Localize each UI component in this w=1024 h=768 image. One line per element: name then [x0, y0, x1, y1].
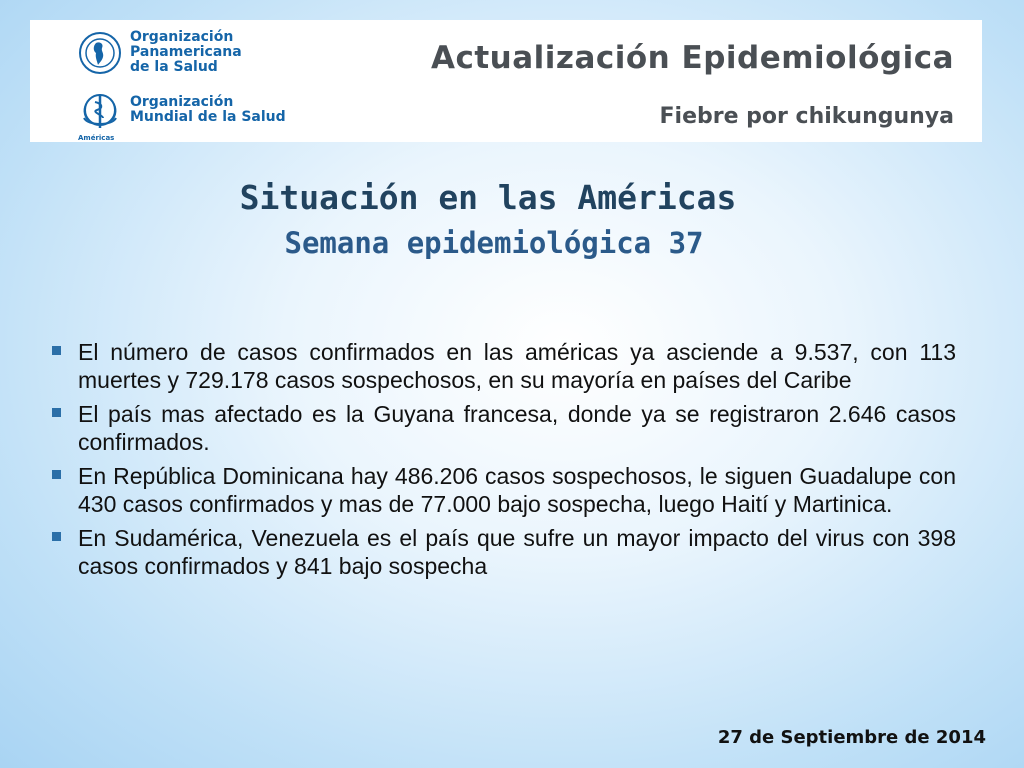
who-name-line2: Mundial de la Salud — [130, 109, 286, 125]
square-bullet-icon — [52, 408, 61, 417]
who-name-line1: Organización — [130, 94, 234, 110]
paho-name-line2: Panamericana — [130, 44, 242, 60]
paho-name-line1: Organización — [130, 29, 234, 45]
bullet-item — [52, 338, 956, 394]
square-bullet-icon — [52, 532, 61, 541]
who-logo — [78, 88, 286, 132]
bullet-text: El número de casos confirmados en las américas ya asciende a 9.537, con 113 muertes y 729.178 casos sospechosos, en su mayoría en países del Caribe — [78, 339, 956, 393]
bullet-list — [52, 338, 956, 586]
square-bullet-icon — [52, 470, 61, 479]
paho-name-line3: de la Salud — [130, 59, 218, 75]
slide-subtitle: Semana epidemiológica 37 — [284, 226, 704, 260]
bullet-text: En Sudamérica, Venezuela es el país que sufre un mayor impacto del virus con 398 casos confirmados y 841 bajo sospecha — [78, 525, 956, 579]
slide-date: 27 de Septiembre de 2014 — [717, 727, 986, 748]
bullet-item — [52, 400, 956, 456]
banner-subtitle: Fiebre por chikungunya — [659, 104, 954, 129]
bullet-item — [52, 524, 956, 580]
bullet-item — [52, 462, 956, 518]
who-emblem-icon — [78, 88, 122, 132]
who-region-label: Américas — [78, 134, 115, 142]
bullet-text: En República Dominicana hay 486.206 casos sospechosos, le siguen Guadalupe con 430 casos confirmados y mas de 77.000 bajo sospecha, luego Haití y Martinica. — [78, 463, 956, 517]
square-bullet-icon — [52, 346, 61, 355]
header-banner — [30, 20, 982, 142]
bullet-text: El país mas afectado es la Guyana francesa, donde ya se registraron 2.646 casos confirmados. — [78, 401, 956, 455]
paho-logo — [78, 30, 242, 75]
paho-globe-icon — [78, 31, 122, 75]
banner-title: Actualización Epidemiológica — [430, 40, 954, 76]
slide-title: Situación en las Américas — [239, 178, 737, 217]
